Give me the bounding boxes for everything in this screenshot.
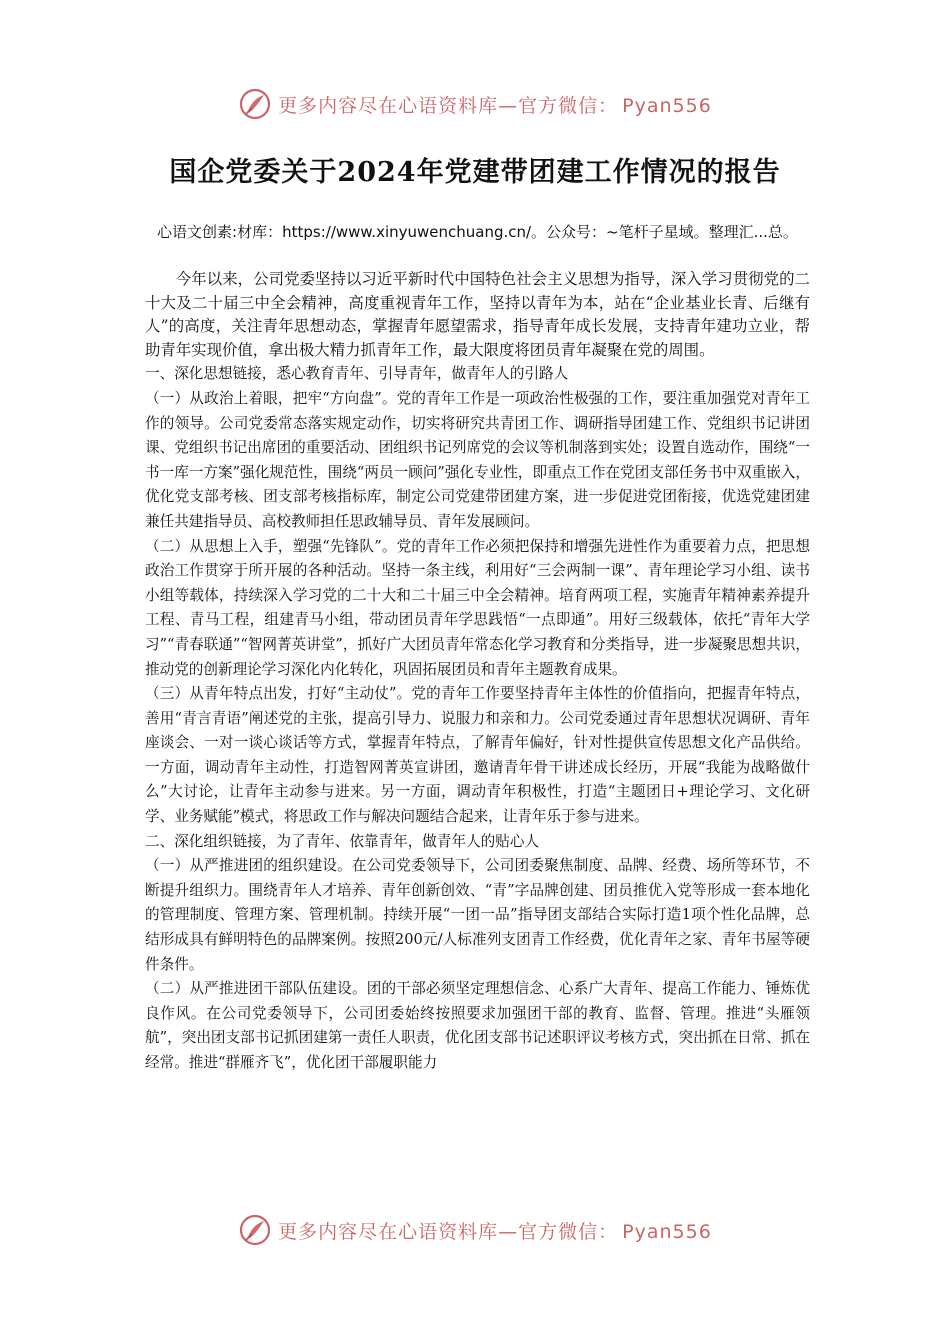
- brand-logo-icon: [238, 1213, 272, 1247]
- brand-logo-icon: [238, 87, 272, 121]
- document-title: 国企党委关于2024年党建带团建工作情况的报告: [169, 157, 781, 188]
- footer-banner: [0, 1208, 950, 1252]
- banner-text: 更多内容尽在心语资料库—官方微信： Pyan556: [278, 94, 712, 117]
- source-line: 心语文创素:材库：https://www.xinyuwenchuang.cn/。公众号：~笔杆子星域。整理汇...总。: [157, 223, 798, 241]
- intro-paragraph: 今年以来，公司党委坚持以习近平新时代中国特色社会主义思想为指导，深入学习贯彻党的二十大及二十届三中全会精神，高度重视青年工作，坚持以青年为本，站在“企业基业长青、后继有人”的高度，关注青年思想动态，掌握青年愿望需求，指导青年成长发展，支持青年建功立业，帮助青年实现价值，拿出极大精力抓青年工作，最大限度将团员青年凝聚在党的周围。: [145, 270, 810, 359]
- paragraph: （二）从思想上入手，塑强“先锋队”。党的青年工作必须把保持和增强先进性作为重要着力点，把思想政治工作贯穿于所开展的各种活动。坚持一条主线，利用好“三会两制一课”、青年理论学习小组、读书小组等载体，持续深入学习党的二十大和二十届三中全会精神。培育两项工程，实施青年精神素养提升工程、青马工程，组建青马小组，带动团员青年学思践悟“一点即通”。用好三级载体，依托“青年大学习”“青春联通”“智网菁英讲堂”，抓好广大团员青年常态化学习教育和分类指导，进一步凝聚思想共识，推动党的创新理论学习深化内化转化，巩固拓展团员和青年主题教育成果。: [145, 537, 810, 678]
- paragraph: （三）从青年特点出发，打好“主动仗”。党的青年工作要坚持青年主体性的价值指向，把握青年特点，善用“青言青语”阐述党的主张，提高引导力、说服力和亲和力。公司党委通过青年思想状况调研、青年座谈会、一对一谈心谈话等方式，掌握青年特点，了解青年偏好，针对性提供宣传思想文化产品供给。一方面，调动青年主动性，打造智网菁英宣讲团，邀请青年骨干讲述成长经历，开展“我能为战略做什么”大讨论，让青年主动参与进来。另一方面，调动青年积极性，打造“主题团日+理论学习、文化研学、业务赋能”模式，将思政工作与解决问题结合起来，让青年乐于参与进来。: [145, 685, 810, 826]
- section-heading-2: 二、深化组织链接，为了青年、依靠青年，做青年人的贴心人: [145, 832, 540, 850]
- paragraph: （一）从政治上着眼，把牢“方向盘”。党的青年工作是一项政治性极强的工作，要注重加强党对青年工作的领导。公司党委常态落实规定动作，切实将研究共青团工作、调研指导团建工作、党组织书记讲团课、党组织书记出席团的重要活动、团组织书记列席党的会议等机制落到实处；设置自选动作，围绕“一书一库一方案”强化规范性，围绕“两员一顾问”强化专业性，即重点工作在党团支部任务书中双重嵌入，优化党支部考核、团支部考核指标库，制定公司党建带团建方案，进一步促进党团衔接，优选党建团建兼任共建指导员、高校教师担任思政辅导员、青年发展顾问。: [145, 389, 810, 530]
- paragraph: （二）从严推进团干部队伍建设。团的干部必须坚定理想信念、心系广大青年、提高工作能力、锤炼优良作风。在公司党委领导下，公司团委始终按照要求加强团干部的教育、监督、管理。推进“头雁领航”，突出团支部书记抓团建第一责任人职责，优化团支部书记述职评议考核方式，突出抓在日常、抓在经常。推进“群雁齐飞”，优化团干部履职能力: [145, 980, 810, 1071]
- banner-account: Pyan556: [622, 1220, 712, 1243]
- banner-text: 更多内容尽在心语资料库—官方微信： Pyan556: [278, 1220, 712, 1243]
- banner-account: Pyan556: [622, 94, 712, 117]
- section-heading-1: 一、深化思想链接，悉心教育青年、引导青年，做青年人的引路人: [145, 365, 569, 383]
- header-banner: [0, 82, 950, 126]
- paragraph: （一）从严推进团的组织建设。在公司党委领导下，公司团委聚焦制度、品牌、经费、场所等环节，不断提升组织力。围绕青年人才培养、青年创新创效、“青”字品牌创建、团员推优入党等形成一套本地化的管理制度、管理方案、管理机制。持续开展“一团一品”指导团支部结合实际打造1项个性化品牌，总结形成具有鲜明特色的品牌案例。按照200元/人标准列支团青工作经费，优化青年之家、青年书屋等硬件条件。: [145, 857, 810, 973]
- document-body: [145, 268, 810, 1076]
